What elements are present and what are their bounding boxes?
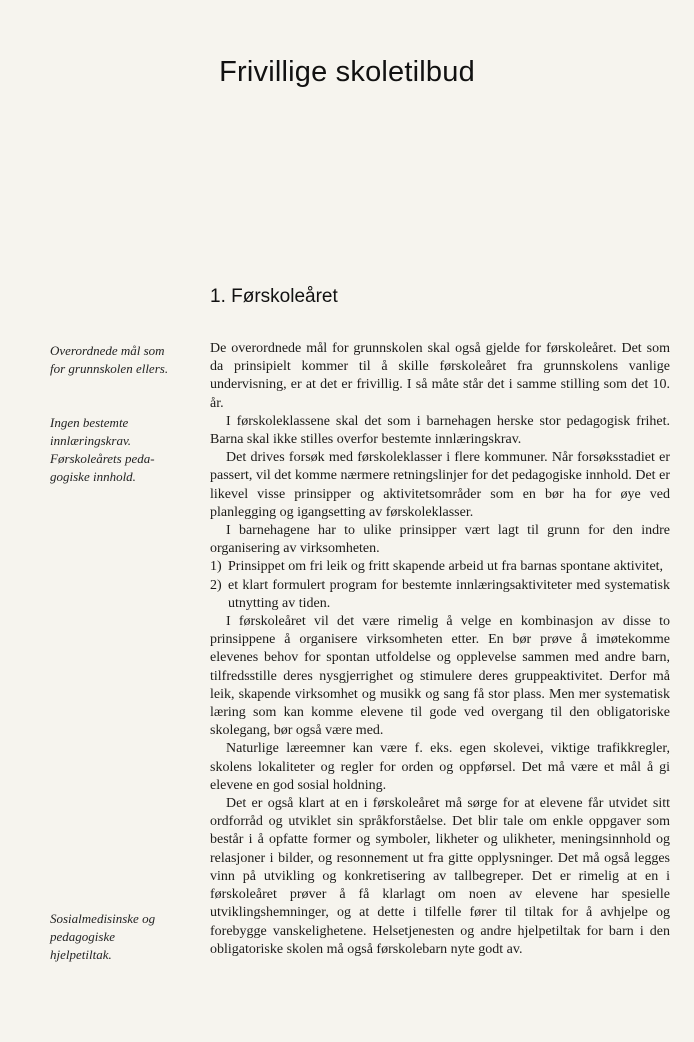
margin-note-line: innlæringskrav. — [50, 433, 132, 448]
paragraph: I barnehagene har to ulike prinsipper vært lagt til grunn for den indre organisering av virksomheten. — [210, 523, 670, 557]
list-text: et klart formulert program for bestemte innlæringsaktiviteter med systematisk utnytting av tiden. — [228, 577, 670, 611]
paragraph: Naturlige læreemner kan være f. eks. egen skolevei, viktige trafikkregler, skolens lokaliteter og regler for orden og oppførsel. Det må være et mål å gi elevene en god sosial holdning. — [210, 741, 670, 793]
list-text: Prinsippet om fri leik og fritt skapende arbeid ut fra barnas spontane aktivitet, — [228, 559, 664, 575]
paragraph: I førskoleåret vil det være rimelig å velge en kombinasjon av disse to prinsippene å organisere virksomheten etter. En bør prøve å imøtekomme elevenes behov for spontan utfoldelse og opplevelse sammen med andre barn, tilfredsstille deres nysgjerrighet og stimulere deres gruppeaktivitet. Derfor må leik, skapende virksomhet og musikk og sang få stor plass. Men mer systematisk læring som kan komme elevene til gode ved overgang til den obligatoriske skolegang, bør også være med. — [210, 614, 670, 739]
paragraph: I førskoleklassene skal det som i barnehagen herske stor pedagogisk frihet. Barna skal ikke stilles overfor bestemte innlæringskrav. — [210, 413, 670, 448]
margin-note-line: Overordnede mål som — [50, 343, 165, 358]
margin-note-line: Førskoleårets peda- — [50, 451, 155, 466]
list-item — [210, 577, 670, 613]
list-number: 2) — [210, 577, 222, 593]
list-item — [210, 558, 670, 576]
margin-note-line: for grunnskolen ellers. — [50, 361, 169, 376]
margin-note-health — [50, 910, 190, 964]
paragraph: De overordnede mål for grunnskolen skal også gjelde for førskoleåret. Det som da prinsipielt kommer til å skille førskoleåret fra grunnskolens vanlige undervisning, er at det er frivillig. I så måte står det i samme stilling som det 10. år. — [210, 341, 670, 411]
section-heading: 1. Førskoleåret — [210, 286, 338, 307]
margin-note-line: Sosialmedisinske og — [50, 911, 156, 926]
list-number: 1) — [210, 559, 222, 575]
paragraph: Det er også klart at en i førskoleåret må sørge for at elevene får utvidet sitt ordforråd og utviklet sin språkforståelse. Det blir tale om enkle oppgaver som består i å opfatte former og symboler, likheter og ulikheter, meningsinnhold og relasjoner i bilder, og resonnement ut fra gitte opplysninger. Det må også legges vinn på utvikling og konkretisering av tallbegreper. Det er rimelig at en i førskoleåret prøver å få klarlagt om noen av elevene har spesielle utviklingshemninger, og at dette i tilfelle fører til tiltak for å avhjelpe og forebygge vanskelighetene. Helsetjenesten og andre hjelpetiltak for barn i den obligatoriske skolen må også førskolebarn nyte godt av. — [210, 796, 670, 957]
margin-note-line: hjelpetiltak. — [50, 947, 112, 962]
margin-note-line: pedagogiske — [50, 929, 115, 944]
margin-note-line: Ingen bestemte — [50, 415, 129, 430]
margin-note-requirements — [50, 414, 190, 486]
margin-note-goals — [50, 342, 190, 378]
body-text — [210, 340, 670, 959]
chapter-title: Frivillige skoletilbud — [219, 56, 475, 88]
margin-note-line: gogiske innhold. — [50, 469, 136, 484]
paragraph: Det drives forsøk med førskoleklasser i flere kommuner. Når forsøksstadiet er passert, vil det komme nærmere retningslinjer for det pedagogiske innhold. Det er likevel visse prinsipper og aktivitetsområder som en bør ha for øye ved planlegging og igangsetting av førskoleklasser. — [210, 450, 670, 520]
